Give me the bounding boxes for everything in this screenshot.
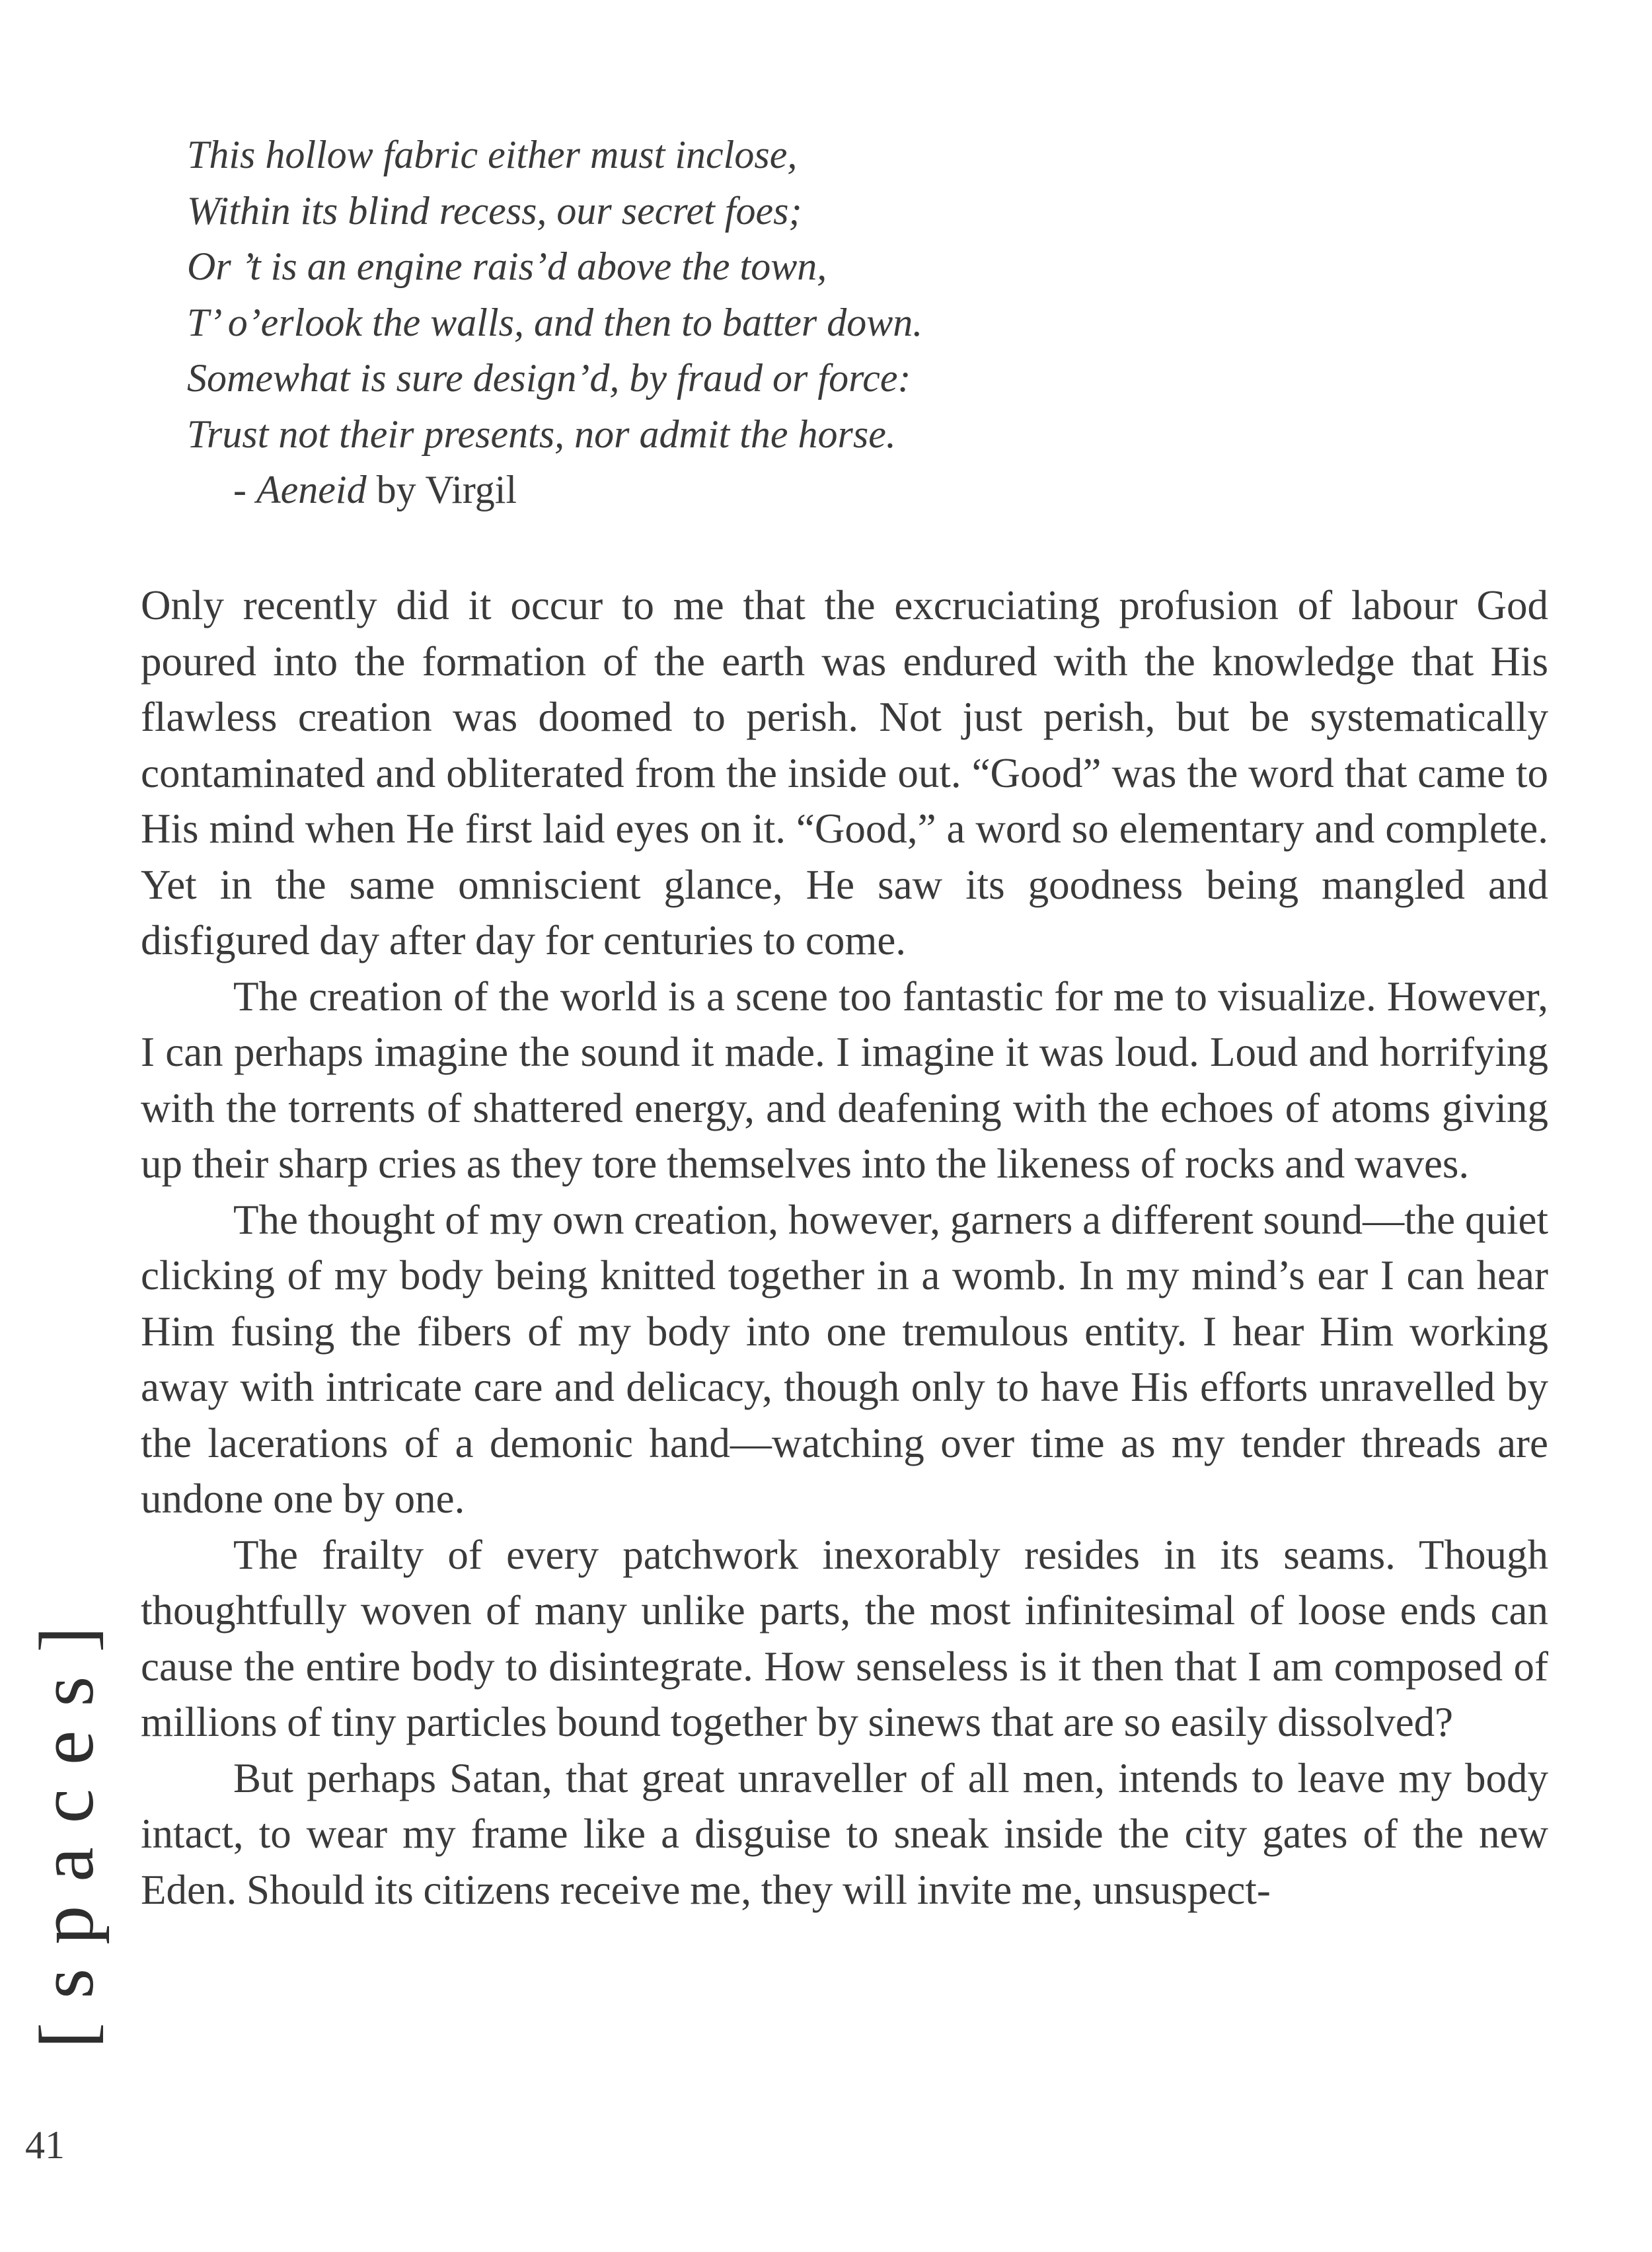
paragraph: The thought of my own creation, however, garners a different sound—the quiet clicking of my body being knitted together in a womb. In my mind’s ear I can hear Him fusing the fibers of my body into one tremulous entity. I hear Him working away with intricate care and delicacy, though only to have His efforts unravelled by the lacerations of a demonic hand—watching over time as my tender threads are undone one by one.	[141, 1196, 1548, 1522]
epigraph-attribution	[187, 462, 1443, 518]
attribution-work: Aeneid	[256, 468, 367, 511]
epigraph-line: Trust not their presents, nor admit the horse.	[187, 412, 896, 456]
attribution-dash: -	[233, 468, 256, 511]
page-number: 41	[25, 2123, 65, 2167]
epigraph-line: Somewhat is sure design’d, by fraud or force:	[187, 356, 911, 400]
side-title-text: [spaces]	[23, 1602, 110, 2048]
epigraph-line: T’ o’erlook the walls, and then to batter down.	[187, 300, 923, 344]
epigraph-line: Within its blind recess, our secret foes;	[187, 188, 802, 233]
attribution-author: by Virgil	[366, 468, 517, 511]
body-text	[141, 578, 1548, 1918]
paragraph: But perhaps Satan, that great unraveller of all men, intends to leave my body intact, to wear my frame like a disguise to sneak inside the city gates of the new Eden. Should its citizens receive me, they will invite me, unsuspect-	[141, 1754, 1548, 1913]
paragraph: The frailty of every patchwork inexorably resides in its seams. Though thoughtfully woven of many unlike parts, the most infinitesimal of loose ends can cause the entire body to disintegrate. How senseless is it then that I am composed of millions of tiny particles bound together by sinews that are so easily dissolved?	[141, 1531, 1548, 1745]
epigraph-line: This hollow fabric either must inclose,	[187, 133, 798, 176]
paragraph: The creation of the world is a scene too fantastic for me to visualize. However, I can perhaps imagine the sound it made. I imagine it was loud. Loud and horrifying with the torrents of shattered energy, and deafening with the echoes of atoms giving up their sharp cries as they tore themselves into the likeness of rocks and waves.	[141, 973, 1548, 1187]
epigraph-line: Or ’t is an engine rais’d above the town,	[187, 244, 827, 288]
epigraph	[187, 127, 1443, 518]
paragraph: Only recently did it occur to me that the excruciating profusion of labour God poured into the formation of the earth was endured with the knowledge that His flawless creation was doomed to perish. Not just perish, but be systematically contaminated and obliterated from the inside out. “Good” was the word that came to His mind when He first laid eyes on it. “Good,” a word so elementary and complete. Yet in the same omniscient glance, He saw its goodness being mangled and disfigured day after day for centuries to come.	[141, 582, 1548, 963]
